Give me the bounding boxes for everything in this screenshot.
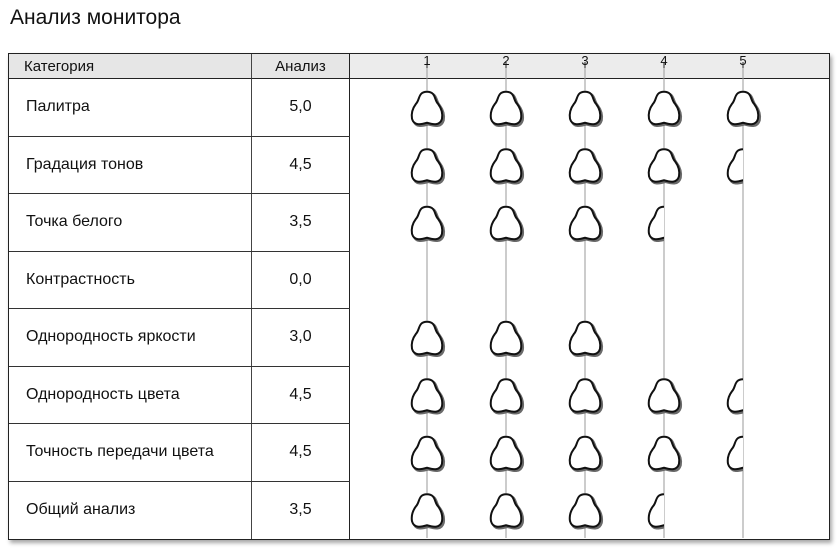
bell-marker [491, 206, 523, 241]
category-label: Точка белого [9, 194, 252, 251]
half-bell-marker [649, 206, 681, 241]
category-label: Однородность цвета [9, 367, 252, 424]
bell-marker [649, 148, 681, 183]
category-label: Точность передачи цвета [9, 424, 252, 481]
category-label: Однородность яркости [9, 309, 252, 366]
half-bell-marker [728, 148, 760, 183]
bell-marker [412, 493, 444, 528]
bell-marker [570, 91, 602, 126]
bell-marker [491, 91, 523, 126]
bell-marker [491, 378, 523, 413]
score-value: 0,0 [252, 252, 350, 309]
bell-marker [412, 378, 444, 413]
score-value: 3,5 [252, 194, 350, 251]
bell-marker [570, 436, 602, 471]
bell-marker [491, 436, 523, 471]
category-label: Градация тонов [9, 137, 252, 194]
bell-marker [649, 436, 681, 471]
tick-label: 3 [581, 54, 589, 68]
category-label: Контрастность [9, 252, 252, 309]
score-value: 4,5 [252, 424, 350, 481]
column-header-score: Анализ [252, 54, 350, 79]
score-value: 3,0 [252, 309, 350, 366]
bell-marker [412, 91, 444, 126]
bell-marker [412, 206, 444, 241]
bell-marker [649, 378, 681, 413]
bell-marker [491, 148, 523, 183]
half-bell-marker [728, 378, 760, 413]
score-value: 5,0 [252, 79, 350, 136]
half-bell-marker [728, 436, 760, 471]
score-value: 3,5 [252, 482, 350, 540]
score-value: 4,5 [252, 367, 350, 424]
half-bell-marker [649, 493, 681, 528]
category-label: Общий анализ [9, 482, 252, 540]
tick-label: 4 [660, 54, 668, 68]
bell-marker [412, 148, 444, 183]
tick-label: 2 [502, 54, 510, 68]
bell-marker [570, 493, 602, 528]
column-header-category: Категория [9, 54, 252, 79]
bell-marker [728, 91, 760, 126]
bell-marker [649, 91, 681, 126]
tick-label: 5 [739, 54, 747, 68]
rating-chart [9, 54, 828, 538]
bell-marker [412, 321, 444, 356]
bell-marker [491, 493, 523, 528]
tick-label: 1 [423, 54, 431, 68]
bell-marker [570, 321, 602, 356]
page-title: Анализ монитора [10, 6, 181, 29]
bell-marker [491, 321, 523, 356]
bell-marker [570, 378, 602, 413]
bell-marker [412, 436, 444, 471]
score-value: 4,5 [252, 137, 350, 194]
bell-marker [570, 148, 602, 183]
category-label: Палитра [9, 79, 252, 136]
bell-marker [570, 206, 602, 241]
rating-table [8, 53, 830, 540]
